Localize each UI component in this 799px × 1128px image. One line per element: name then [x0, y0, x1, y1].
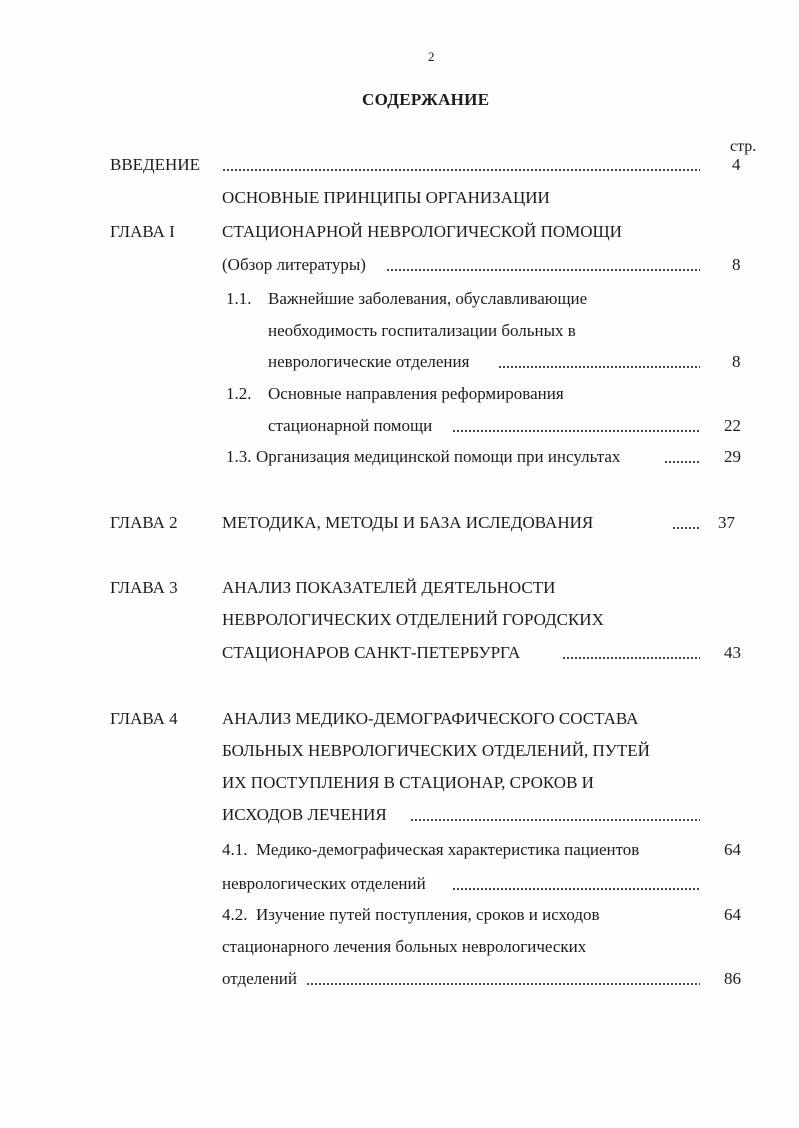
chapter2-label: ГЛАВА 2 [110, 513, 178, 532]
section-1-3-leader-dots [664, 460, 700, 464]
page-number: 2 [428, 49, 435, 64]
section-4-2-page-a: 64 [724, 905, 741, 924]
chapter3-label: ГЛАВА 3 [110, 578, 178, 597]
chapter3-title-line2: НЕВРОЛОГИЧЕСКИХ ОТДЕЛЕНИЙ ГОРОДСКИХ [222, 610, 604, 629]
intro-page: 4 [732, 155, 741, 174]
section-1-3-number: 1.3. [226, 447, 252, 466]
section-1-3-line1: Организация медицинской помощи при инсультах [256, 447, 621, 466]
chapter4-title-line2: БОЛЬНЫХ НЕВРОЛОГИЧЕСКИХ ОТДЕЛЕНИЙ, ПУТЕЙ [222, 741, 650, 760]
section-4-2-leader-dots [306, 982, 700, 986]
chapter2-leader-dots [672, 526, 700, 530]
intro-label: ВВЕДЕНИЕ [110, 155, 200, 174]
section-1-1-line1: Важнейшие заболевания, обуславливающие [268, 289, 588, 308]
section-1-3-page: 29 [724, 447, 741, 466]
chapter4-title-line1: АНАЛИЗ МЕДИКО-ДЕМОГРАФИЧЕСКОГО СОСТАВА [222, 709, 639, 728]
chapter3-title-line1: АНАЛИЗ ПОКАЗАТЕЛЕЙ ДЕЯТЕЛЬНОСТИ [222, 578, 556, 597]
section-4-1-page: 64 [724, 840, 741, 859]
section-4-2-line3: отделений [222, 969, 297, 988]
chapter3-leader-dots [562, 656, 700, 660]
chapter3-title-line3: СТАЦИОНАРОВ САНКТ-ПЕТЕРБУРГА [222, 643, 521, 662]
page-column-label: стр. [730, 138, 757, 155]
chapter1-title-line2: СТАЦИОНАРНОЙ НЕВРОЛОГИЧЕСКОЙ ПОМОЩИ [222, 222, 622, 241]
chapter2-title-line1: МЕТОДИКА, МЕТОДЫ И БАЗА ИСЛЕДОВАНИЯ [222, 513, 594, 532]
chapter1-title-line3: (Обзор литературы) [222, 255, 366, 274]
section-4-2-line1: Изучение путей поступления, сроков и исходов [256, 905, 600, 924]
section-4-1-leader-dots [452, 887, 700, 891]
section-1-2-line1: Основные направления реформирования [268, 384, 564, 403]
intro-leader-dots [222, 168, 700, 172]
section-1-1-leader-dots [498, 365, 700, 369]
section-4-1-number: 4.1. [222, 840, 248, 859]
chapter1-page: 8 [732, 255, 741, 274]
chapter1-title-line1: ОСНОВНЫЕ ПРИНЦИПЫ ОРГАНИЗАЦИИ [222, 188, 550, 207]
section-1-2-number: 1.2. [226, 384, 252, 403]
section-4-1-line2: неврологических отделений [222, 874, 426, 893]
chapter1-leader-dots [386, 268, 700, 272]
section-4-2-page-b: 86 [724, 969, 741, 988]
chapter1-label: ГЛАВА I [110, 222, 175, 241]
section-1-1-page: 8 [732, 352, 741, 371]
section-4-2-number: 4.2. [222, 905, 248, 924]
chapter4-title-line4: ИСХОДОВ ЛЕЧЕНИЯ [222, 805, 387, 824]
section-1-1-line3: неврологические отделения [268, 352, 470, 371]
chapter3-page: 43 [724, 643, 741, 662]
chapter2-page: 37 [718, 513, 735, 532]
chapter4-label: ГЛАВА 4 [110, 709, 178, 728]
section-4-1-line1: Медико-демографическая характеристика пациентов [256, 840, 640, 859]
section-1-1-line2: необходимость госпитализации больных в [268, 321, 576, 340]
section-1-1-number: 1.1. [226, 289, 252, 308]
chapter4-title-line3: ИХ ПОСТУПЛЕНИЯ В СТАЦИОНАР, СРОКОВ И [222, 773, 594, 792]
page-title: СОДЕРЖАНИЕ [362, 90, 490, 109]
section-1-2-page: 22 [724, 416, 741, 435]
section-1-2-line2: стационарной помощи [268, 416, 433, 435]
section-4-2-line2: стационарного лечения больных неврологических [222, 937, 587, 956]
chapter4-leader-dots [410, 818, 700, 822]
section-1-2-leader-dots [452, 429, 700, 433]
